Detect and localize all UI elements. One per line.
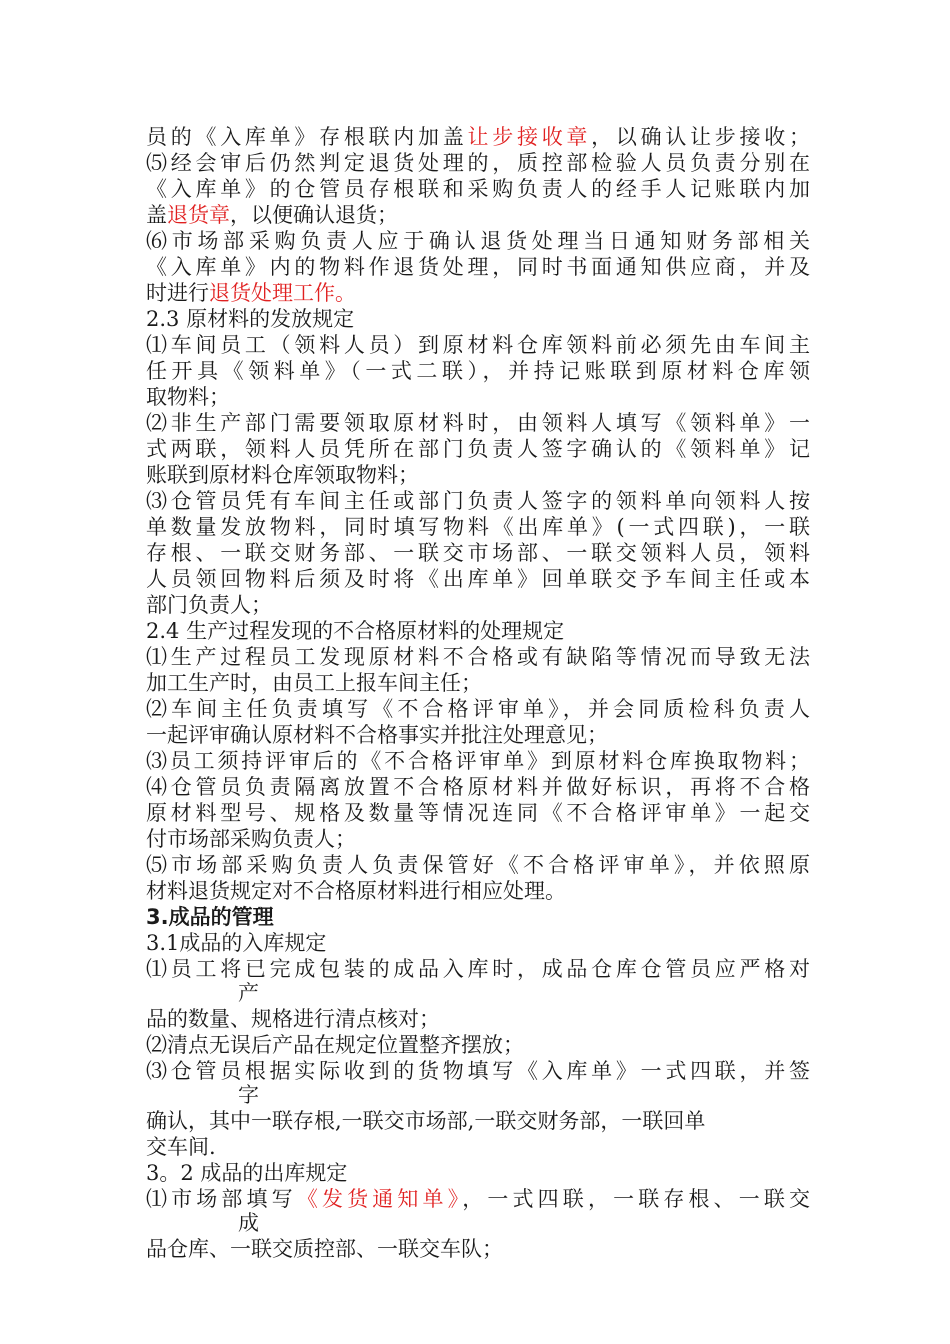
text-line: 时进行退货处理工作。 — [146, 281, 356, 305]
text-line: 盖退货章，以便确认退货； — [146, 203, 398, 227]
wrapped-char: 产 — [238, 981, 259, 1005]
text-line: ⑴市场部填写《发货通知单》，一式四联，一联存根、一联交 — [146, 1187, 811, 1211]
text-line: 任开具《领料单》（一式二联），并持记账联到原材料仓库领 — [146, 359, 810, 383]
highlighted-text: 退货处理工作。 — [209, 281, 356, 305]
text-line: 品的数量、规格进行清点核对； — [146, 1007, 440, 1031]
text-line: 人员领回物料后须及时将《出库单》回单联交予车间主任或本 — [146, 567, 810, 591]
text-line: ⑷仓管员负责隔离放置不合格原材料并做好标识，再将不合格 — [146, 775, 810, 799]
text-line: ⑴员工将已完成包装的成品入库时，成品仓库仓管员应严格对 — [146, 957, 810, 981]
section-heading: 2.3 原材料的发放规定 — [146, 307, 355, 331]
text-line: ⑵非生产部门需要领取原材料时，由领料人填写《领料单》一 — [146, 411, 810, 435]
text-line: 式两联，领料人员凭所在部门负责人签字确认的《领料单》记 — [146, 437, 810, 461]
section-heading: 2.4 生产过程发现的不合格原材料的处理规定 — [146, 619, 565, 643]
text-line: 单数量发放物料，同时填写物料《出库单》(一式四联)，一联 — [146, 515, 810, 539]
text-line: ⑴车间员工（领料人员）到原材料仓库领料前必须先由车间主 — [146, 333, 810, 357]
highlighted-text: 让步接收章 — [467, 125, 592, 149]
section-heading: 3.1成品的入库规定 — [146, 931, 327, 955]
text-line: 账联到原材料仓库领取物料； — [146, 463, 419, 487]
text-line: 存根、一联交财务部、一联交市场部、一联交领料人员，领料 — [146, 541, 810, 565]
text-line: ⑵清点无误后产品在规定位置整齐摆放； — [146, 1033, 524, 1057]
text-line: 部门负责人； — [146, 593, 272, 617]
highlighted-text: 退货章 — [167, 203, 230, 227]
text-line: 付市场部采购负责人； — [146, 827, 356, 851]
text-line: ⑸市场部采购负责人负责保管好《不合格评审单》，并依照原 — [146, 853, 810, 877]
text-line: 品仓库、一联交质控部、一联交车队； — [146, 1237, 503, 1261]
text-line: 确认，其中一联存根,一联交市场部,一联交财务部，一联回单 — [146, 1109, 706, 1133]
text-line: ⑶仓管员凭有车间主任或部门负责人签字的领料单向领料人按 — [146, 489, 810, 513]
text-line: 《入库单》内的物料作退货处理，同时书面通知供应商，并及 — [146, 255, 810, 279]
text-line: 《入库单》的仓管员存根联和采购负责人的经手人记账联内加 — [146, 177, 810, 201]
text-line: 交车间. — [146, 1135, 216, 1159]
text-line: ⑶员工须持评审后的《不合格评审单》到原材料仓库换取物料； — [146, 749, 810, 773]
text-line: 取物料； — [146, 385, 230, 409]
text-line: ⑴生产过程员工发现原材料不合格或有缺陷等情况而导致无法 — [146, 645, 810, 669]
text-line: 材料退货规定对不合格原材料进行相应处理。 — [146, 879, 566, 903]
section-heading: 3。2 成品的出库规定 — [146, 1161, 348, 1185]
chapter-heading: 3.成品的管理 — [146, 905, 274, 929]
text-line: ⑵车间主任负责填写《不合格评审单》，并会同质检科负责人 — [146, 697, 810, 721]
text-line: ⑹市场部采购负责人应于确认退货处理当日通知财务部相关 — [146, 229, 810, 253]
text-line: 加工生产时，由员工上报车间主任； — [146, 671, 482, 695]
text-line: 原材料型号、规格及数量等情况连同《不合格评审单》一起交 — [146, 801, 810, 825]
wrapped-char: 字 — [238, 1083, 259, 1107]
text-line: 一起评审确认原材料不合格事实并批注处理意见； — [146, 723, 608, 747]
text-line: 员的《入库单》存根联内加盖让步接收章，以确认让步接收； — [146, 125, 811, 149]
text-line: ⑸经会审后仍然判定退货处理的，质控部检验人员负责分别在 — [146, 151, 810, 175]
wrapped-char: 成 — [238, 1211, 259, 1235]
highlighted-text: 《发货通知单》 — [296, 1187, 463, 1211]
text-line: ⑶仓管员根据实际收到的货物填写《入库单》一式四联，并签 — [146, 1059, 810, 1083]
